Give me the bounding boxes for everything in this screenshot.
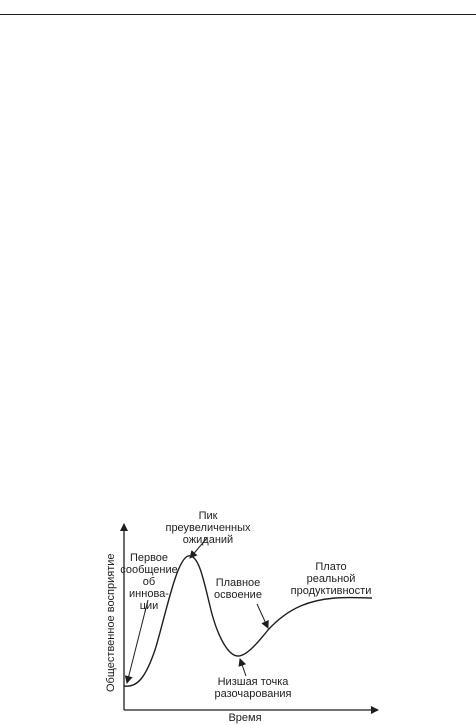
peak-label <box>165 510 251 546</box>
peak-line: ожиданий <box>182 534 234 546</box>
trough-line: разочарования <box>214 688 292 700</box>
innovation-trigger-line: сообщение <box>120 564 178 576</box>
peak-line: Пик <box>198 510 218 522</box>
trough-line: Низшая точка <box>217 676 289 688</box>
slope-line: Плавное <box>215 577 261 589</box>
innovation-trigger-line: Первое <box>129 552 169 564</box>
plateau-label <box>291 561 372 597</box>
innovation-trigger-line: об <box>142 576 156 588</box>
innovation-trigger-arrow <box>127 600 148 683</box>
x-axis-label: Время <box>228 712 262 724</box>
trough-label <box>214 676 291 700</box>
slope-arrow <box>257 604 268 628</box>
y-axis-label: Общественное восприятие <box>105 553 117 692</box>
plateau-line: Плато <box>315 561 347 573</box>
innovation-trigger-line: ции <box>139 600 159 612</box>
trough-arrow <box>240 659 246 676</box>
peak-line: преувеличенных <box>165 522 251 534</box>
slope-line: освоение <box>214 589 262 601</box>
innovation-trigger-label <box>120 552 178 612</box>
plateau-line: реальной <box>306 573 356 585</box>
innovation-trigger-line: иннова- <box>129 588 169 600</box>
slope-label <box>214 577 262 601</box>
plateau-line: продуктивности <box>290 585 372 597</box>
